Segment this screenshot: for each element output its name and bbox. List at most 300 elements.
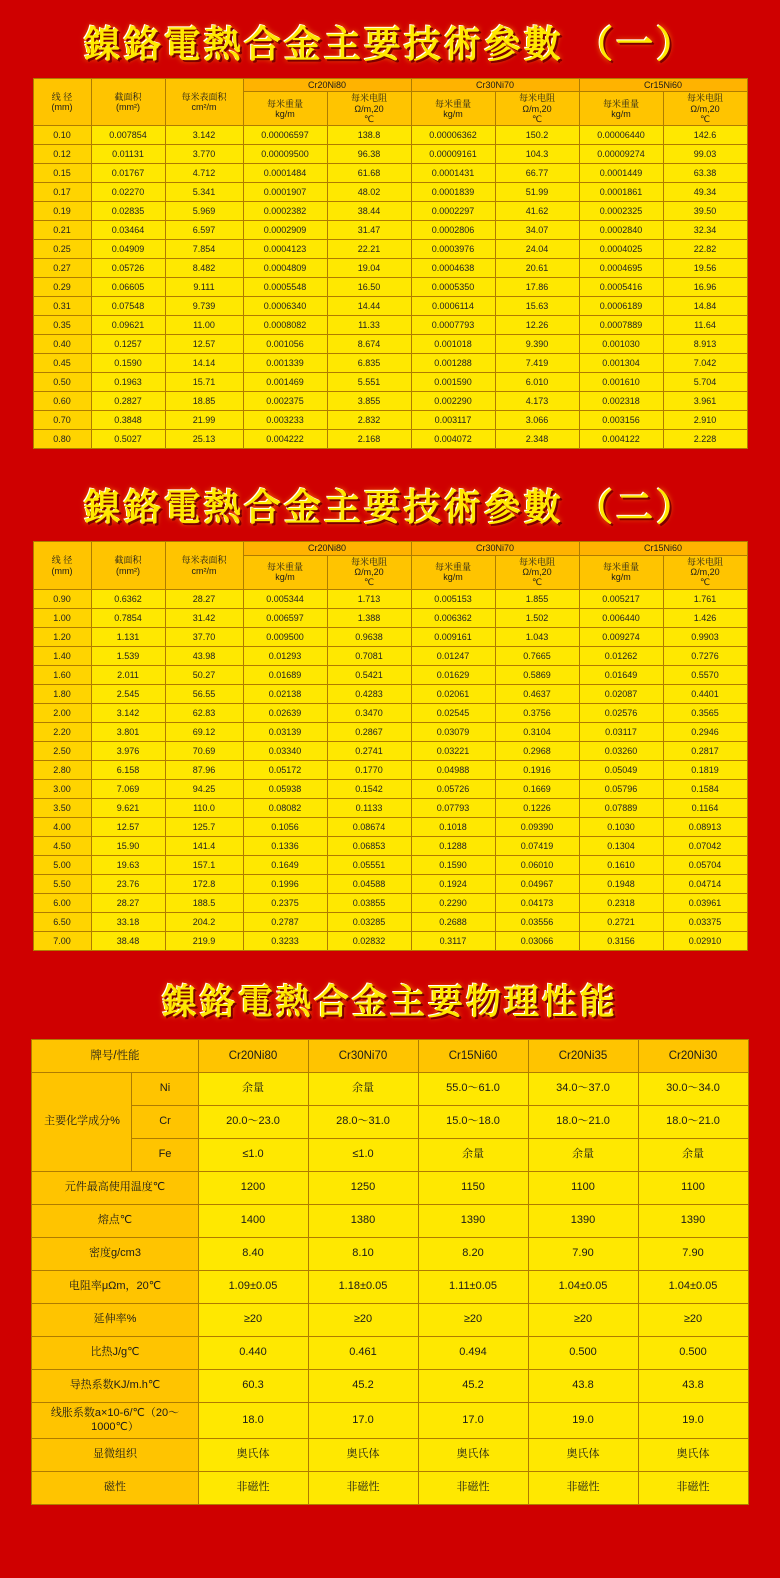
- table-cell: 0.03139: [243, 722, 327, 741]
- table-row: [33, 145, 747, 164]
- cell-wire-diameter: 2.50: [33, 741, 91, 760]
- table-cell: 0.01629: [411, 665, 495, 684]
- cell-wire-diameter: 4.00: [33, 817, 91, 836]
- header-resistance-3: 每米电阻 Ω/m,20 ℃: [663, 92, 747, 126]
- table-cell: 0.006440: [579, 608, 663, 627]
- table-cell: 0.7276: [663, 646, 747, 665]
- table-cell: 0.1610: [579, 855, 663, 874]
- row-label: 磁性: [32, 1472, 198, 1505]
- table-cell: 0.0002909: [243, 221, 327, 240]
- cell-wire-diameter: 3.50: [33, 798, 91, 817]
- table-row: [33, 297, 747, 316]
- table-cell: 0.9903: [663, 627, 747, 646]
- cell-wire-diameter: 1.60: [33, 665, 91, 684]
- table-cell: 1.713: [327, 589, 411, 608]
- table-cell: 余量: [198, 1072, 308, 1105]
- table-cell: 15.71: [165, 373, 243, 392]
- table-cell: 41.62: [495, 202, 579, 221]
- table-cell: 0.04588: [327, 874, 411, 893]
- table-row: [33, 373, 747, 392]
- table2-body: [33, 589, 747, 950]
- table-cell: 0.02639: [243, 703, 327, 722]
- table-cell: 31.47: [327, 221, 411, 240]
- table-cell: 奥氏体: [418, 1439, 528, 1472]
- header-resistance-1: 每米电阻 Ω/m,20 ℃: [327, 555, 411, 589]
- table-cell: ≤1.0: [198, 1138, 308, 1171]
- cell-wire-diameter: 0.29: [33, 278, 91, 297]
- table-cell: 0.05796: [579, 779, 663, 798]
- row-label: 延伸率%: [32, 1303, 198, 1336]
- table-cell: 0.01649: [579, 665, 663, 684]
- table-cell: 0.03340: [243, 741, 327, 760]
- table-cell: 0.0007889: [579, 316, 663, 335]
- table-cell: 0.002318: [579, 392, 663, 411]
- header-alloy-cr30ni70: Cr30Ni70: [308, 1039, 418, 1072]
- table-cell: 1100: [638, 1171, 748, 1204]
- table-cell: 0.0004809: [243, 259, 327, 278]
- table-cell: 0.1542: [327, 779, 411, 798]
- table-cell: 15.63: [495, 297, 579, 316]
- cell-wire-diameter: 2.20: [33, 722, 91, 741]
- table-cell: 12.26: [495, 316, 579, 335]
- table-cell: ≥20: [638, 1303, 748, 1336]
- table-cell: 0.02545: [411, 703, 495, 722]
- table-cell: 0.0005416: [579, 278, 663, 297]
- header-alloy-cr20ni80: Cr20Ni80: [243, 542, 411, 555]
- table-cell: 0.1649: [243, 855, 327, 874]
- table-cell: 172.8: [165, 874, 243, 893]
- table-cell: 余量: [418, 1138, 528, 1171]
- table-cell: 0.3104: [495, 722, 579, 741]
- table-cell: 0.5027: [91, 430, 165, 449]
- table-cell: 0.07548: [91, 297, 165, 316]
- row-label: 显微组织: [32, 1439, 198, 1472]
- table-cell: 17.0: [308, 1402, 418, 1439]
- table-row: [33, 722, 747, 741]
- table-cell: 141.4: [165, 836, 243, 855]
- cell-wire-diameter: 5.00: [33, 855, 91, 874]
- table-cell: 3.066: [495, 411, 579, 430]
- table-cell: 0.001339: [243, 354, 327, 373]
- table-cell: 219.9: [165, 931, 243, 950]
- table-cell: 0.05726: [411, 779, 495, 798]
- header-surface-area: 每米表面积 cm²/m: [165, 542, 243, 589]
- table-cell: 0.1770: [327, 760, 411, 779]
- table-row: [33, 608, 747, 627]
- table-cell: 余量: [308, 1072, 418, 1105]
- table-cell: 0.07419: [495, 836, 579, 855]
- table-row: [33, 164, 747, 183]
- table-cell: 16.96: [663, 278, 747, 297]
- table-cell: 0.5421: [327, 665, 411, 684]
- table-cell: 11.64: [663, 316, 747, 335]
- table-cell: 0.04967: [495, 874, 579, 893]
- table-row: [33, 202, 747, 221]
- table-cell: 1250: [308, 1171, 418, 1204]
- table-cell: 0.0005350: [411, 278, 495, 297]
- table-cell: 0.0002325: [579, 202, 663, 221]
- table-cell: 0.2946: [663, 722, 747, 741]
- table-cell: 0.003233: [243, 411, 327, 430]
- table-cell: 34.0～37.0: [528, 1072, 638, 1105]
- table-cell: 0.009274: [579, 627, 663, 646]
- header-alloy-cr30ni70: Cr30Ni70: [411, 79, 579, 92]
- table-cell: 25.13: [165, 430, 243, 449]
- header-alloy-cr15ni60: Cr15Ni60: [579, 542, 747, 555]
- cell-wire-diameter: 0.80: [33, 430, 91, 449]
- table-cell: 0.03375: [663, 912, 747, 931]
- table-cell: 45.2: [418, 1369, 528, 1402]
- table-cell: 11.00: [165, 316, 243, 335]
- table-row: [33, 798, 747, 817]
- table-cell: 0.001590: [411, 373, 495, 392]
- table-cell: 70.69: [165, 741, 243, 760]
- table-cell: 奥氏体: [638, 1439, 748, 1472]
- table-cell: 1.761: [663, 589, 747, 608]
- table-cell: 9.390: [495, 335, 579, 354]
- table-row: [33, 741, 747, 760]
- table-cell: 14.14: [165, 354, 243, 373]
- table-cell: 8.913: [663, 335, 747, 354]
- cell-wire-diameter: 6.00: [33, 893, 91, 912]
- table-cell: 0.0001484: [243, 164, 327, 183]
- table-cell: 8.674: [327, 335, 411, 354]
- table-cell: 9.621: [91, 798, 165, 817]
- table-cell: 0.06010: [495, 855, 579, 874]
- table-cell: 1.09±0.05: [198, 1270, 308, 1303]
- header-wire-diameter: 线 径 (mm): [33, 542, 91, 589]
- table-cell: 39.50: [663, 202, 747, 221]
- row-label: 元件最高使用温度℃: [32, 1171, 198, 1204]
- table-cell: 63.38: [663, 164, 747, 183]
- table-cell: 19.0: [638, 1402, 748, 1439]
- table-cell: 0.4283: [327, 684, 411, 703]
- cell-wire-diameter: 0.15: [33, 164, 91, 183]
- table-cell: 0.009500: [243, 627, 327, 646]
- cell-wire-diameter: 0.40: [33, 335, 91, 354]
- table-cell: 0.007854: [91, 126, 165, 145]
- row-label: 导热系数KJ/m.h℃: [32, 1369, 198, 1402]
- header-section-area: 截面积 (mm²): [91, 79, 165, 126]
- table-cell: 非磁性: [528, 1472, 638, 1505]
- header-grade-property: 牌号/性能: [32, 1039, 198, 1072]
- table-cell: 0.03221: [411, 741, 495, 760]
- table-row: [33, 589, 747, 608]
- table-cell: 0.5869: [495, 665, 579, 684]
- table-cell: 2.348: [495, 430, 579, 449]
- header-weight-1: 每米重量 kg/m: [243, 92, 327, 126]
- table-cell: 1.855: [495, 589, 579, 608]
- table-cell: 0.0002297: [411, 202, 495, 221]
- table-cell: 9.739: [165, 297, 243, 316]
- page-title-3: 鎳鉻電熱合金主要物理性能: [161, 982, 618, 1022]
- cell-wire-diameter: 3.00: [33, 779, 91, 798]
- cell-wire-diameter: 7.00: [33, 931, 91, 950]
- table-cell: 0.2867: [327, 722, 411, 741]
- table-cell: 204.2: [165, 912, 243, 931]
- table-cell: 0.440: [198, 1336, 308, 1369]
- table-cell: 1390: [418, 1204, 528, 1237]
- table-row: [33, 912, 747, 931]
- table-cell: 0.04909: [91, 240, 165, 259]
- table-cell: 7.419: [495, 354, 579, 373]
- cell-wire-diameter: 0.90: [33, 589, 91, 608]
- table-cell: 0.3470: [327, 703, 411, 722]
- table-cell: 0.02138: [243, 684, 327, 703]
- table-cell: 0.494: [418, 1336, 528, 1369]
- table-cell: 33.18: [91, 912, 165, 931]
- row-label: 熔点℃: [32, 1204, 198, 1237]
- table-row: [33, 703, 747, 722]
- table-cell: 0.6362: [91, 589, 165, 608]
- table-cell: 0.500: [528, 1336, 638, 1369]
- table-cell: 1.388: [327, 608, 411, 627]
- table-row: [32, 1303, 748, 1336]
- table-cell: 0.2817: [663, 741, 747, 760]
- table-cell: 0.1669: [495, 779, 579, 798]
- table-cell: 3.961: [663, 392, 747, 411]
- table-cell: 0.7081: [327, 646, 411, 665]
- table-cell: 69.12: [165, 722, 243, 741]
- table-cell: 23.76: [91, 874, 165, 893]
- table-cell: 14.44: [327, 297, 411, 316]
- table-row: [32, 1105, 748, 1138]
- table-cell: 3.976: [91, 741, 165, 760]
- table3-body: [32, 1039, 748, 1505]
- table-cell: 0.04988: [411, 760, 495, 779]
- table-cell: 45.2: [308, 1369, 418, 1402]
- header-alloy-cr15ni60: Cr15Ni60: [418, 1039, 528, 1072]
- table-cell: 0.02270: [91, 183, 165, 202]
- table-cell: 8.40: [198, 1237, 308, 1270]
- table-row: [32, 1336, 748, 1369]
- cell-wire-diameter: 0.27: [33, 259, 91, 278]
- table-cell: 0.1056: [243, 817, 327, 836]
- table-cell: 0.2688: [411, 912, 495, 931]
- table-row: [33, 836, 747, 855]
- header-weight-2: 每米重量 kg/m: [411, 92, 495, 126]
- table-cell: 2.011: [91, 665, 165, 684]
- table-row: [33, 760, 747, 779]
- table-cell: 19.56: [663, 259, 747, 278]
- table-cell: 0.0002806: [411, 221, 495, 240]
- table-cell: 0.2721: [579, 912, 663, 931]
- cell-wire-diameter: 0.12: [33, 145, 91, 164]
- table-cell: 0.03079: [411, 722, 495, 741]
- table-row: [33, 278, 747, 297]
- table-row: [32, 1270, 748, 1303]
- table-row: [32, 1369, 748, 1402]
- table-cell: 3.855: [327, 392, 411, 411]
- table-cell: 0.0001839: [411, 183, 495, 202]
- table-row: [33, 874, 747, 893]
- table-cell: 0.1924: [411, 874, 495, 893]
- table-cell: 12.57: [165, 335, 243, 354]
- table-cell: 0.1996: [243, 874, 327, 893]
- table-cell: 0.0001449: [579, 164, 663, 183]
- table-cell: 0.02910: [663, 931, 747, 950]
- table-cell: 0.001056: [243, 335, 327, 354]
- header-weight-3: 每米重量 kg/m: [579, 92, 663, 126]
- table-cell: 1400: [198, 1204, 308, 1237]
- table-row: [33, 931, 747, 950]
- table-cell: 0.005153: [411, 589, 495, 608]
- table-cell: 3.142: [165, 126, 243, 145]
- table-cell: 非磁性: [308, 1472, 418, 1505]
- table-cell: 43.8: [528, 1369, 638, 1402]
- table-row: [33, 893, 747, 912]
- table-row: [32, 1138, 748, 1171]
- table-row: [33, 392, 747, 411]
- table-row: [33, 240, 747, 259]
- table-cell: 0.004072: [411, 430, 495, 449]
- cell-wire-diameter: 4.50: [33, 836, 91, 855]
- table-cell: 0.003156: [579, 411, 663, 430]
- table-cell: 0.0008082: [243, 316, 327, 335]
- table-cell: 28.27: [165, 589, 243, 608]
- table-cell: 31.42: [165, 608, 243, 627]
- table-cell: 0.03464: [91, 221, 165, 240]
- table-cell: 3.142: [91, 703, 165, 722]
- table-cell: 3.770: [165, 145, 243, 164]
- table-cell: 22.21: [327, 240, 411, 259]
- table-cell: 56.55: [165, 684, 243, 703]
- table-cell: 104.3: [495, 145, 579, 164]
- row-label-element-cr: Cr: [132, 1105, 198, 1138]
- table-cell: 0.05172: [243, 760, 327, 779]
- table-cell: 1390: [638, 1204, 748, 1237]
- table-cell: 0.09390: [495, 817, 579, 836]
- page-title-2: 鎳鉻電熱合金主要技術參數 （二）: [83, 488, 697, 530]
- table-cell: 0.0006114: [411, 297, 495, 316]
- table-cell: 9.111: [165, 278, 243, 297]
- table-cell: 0.03066: [495, 931, 579, 950]
- header-weight-1: 每米重量 kg/m: [243, 555, 327, 589]
- table-cell: 0.9638: [327, 627, 411, 646]
- header-alloy-cr15ni60: Cr15Ni60: [579, 79, 747, 92]
- table-cell: 142.6: [663, 126, 747, 145]
- header-resistance-2: 每米电阻 Ω/m,20 ℃: [495, 555, 579, 589]
- table-cell: 0.009161: [411, 627, 495, 646]
- table-cell: 0.0006189: [579, 297, 663, 316]
- tech-params-table-1: [33, 78, 748, 449]
- table-cell: 1.502: [495, 608, 579, 627]
- table-cell: 48.02: [327, 183, 411, 202]
- table-cell: 18.0: [198, 1402, 308, 1439]
- table1-body: [33, 126, 747, 449]
- table-cell: 0.04173: [495, 893, 579, 912]
- table-cell: 0.06853: [327, 836, 411, 855]
- table-cell: 0.7665: [495, 646, 579, 665]
- table-cell: 0.0001861: [579, 183, 663, 202]
- table-cell: 非磁性: [418, 1472, 528, 1505]
- table-cell: 0.1948: [579, 874, 663, 893]
- table-cell: 0.03961: [663, 893, 747, 912]
- table-cell: 0.4401: [663, 684, 747, 703]
- table-cell: 0.3117: [411, 931, 495, 950]
- header-alloy-cr20ni80: Cr20Ni80: [243, 79, 411, 92]
- table-cell: 0.06605: [91, 278, 165, 297]
- table-row: [32, 1237, 748, 1270]
- tech-params-table-2: [33, 541, 748, 950]
- table-cell: 61.68: [327, 164, 411, 183]
- table-row: [32, 1439, 748, 1472]
- table-cell: 0.1288: [411, 836, 495, 855]
- table-cell: 0.2375: [243, 893, 327, 912]
- table-cell: 2.168: [327, 430, 411, 449]
- cell-wire-diameter: 0.17: [33, 183, 91, 202]
- table-cell: 5.969: [165, 202, 243, 221]
- table-cell: 38.44: [327, 202, 411, 221]
- table-cell: 0.2318: [579, 893, 663, 912]
- table-cell: 0.00006597: [243, 126, 327, 145]
- table-cell: 43.98: [165, 646, 243, 665]
- table-cell: 0.0004123: [243, 240, 327, 259]
- table-cell: 62.83: [165, 703, 243, 722]
- table-cell: 0.05049: [579, 760, 663, 779]
- table-cell: 51.99: [495, 183, 579, 202]
- table-cell: 22.82: [663, 240, 747, 259]
- table-cell: 43.8: [638, 1369, 748, 1402]
- table-cell: 0.0004695: [579, 259, 663, 278]
- table-cell: 0.001610: [579, 373, 663, 392]
- table-cell: 0.0002840: [579, 221, 663, 240]
- table-row: [33, 411, 747, 430]
- table-cell: 0.0005548: [243, 278, 327, 297]
- header-alloy-cr30ni70: Cr30Ni70: [411, 542, 579, 555]
- table-cell: 20.61: [495, 259, 579, 278]
- table-cell: 余量: [528, 1138, 638, 1171]
- cell-wire-diameter: 5.50: [33, 874, 91, 893]
- table-cell: 18.85: [165, 392, 243, 411]
- table-cell: 0.05704: [663, 855, 747, 874]
- table-cell: 32.34: [663, 221, 747, 240]
- table-cell: 15.0～18.0: [418, 1105, 528, 1138]
- table-cell: 1.04±0.05: [528, 1270, 638, 1303]
- table-cell: 0.004222: [243, 430, 327, 449]
- table-cell: 19.63: [91, 855, 165, 874]
- table-cell: ≥20: [308, 1303, 418, 1336]
- table-cell: 4.173: [495, 392, 579, 411]
- table-cell: 奥氏体: [198, 1439, 308, 1472]
- table-cell: 6.835: [327, 354, 411, 373]
- table-cell: 50.27: [165, 665, 243, 684]
- cell-wire-diameter: 1.40: [33, 646, 91, 665]
- table-cell: 0.07042: [663, 836, 747, 855]
- page-title-1: 鎳鉻電熱合金主要技術參數 （一）: [83, 25, 697, 66]
- table-cell: 0.2787: [243, 912, 327, 931]
- header-alloy-cr20ni35: Cr20Ni35: [528, 1039, 638, 1072]
- table-header-row: [32, 1039, 748, 1072]
- table-row: [33, 316, 747, 335]
- table-cell: 0.1304: [579, 836, 663, 855]
- table-cell: 0.2290: [411, 893, 495, 912]
- table-cell: 0.1590: [411, 855, 495, 874]
- table-cell: 0.05726: [91, 259, 165, 278]
- table-cell: 24.04: [495, 240, 579, 259]
- table-row: [33, 335, 747, 354]
- table-cell: 2.545: [91, 684, 165, 703]
- table-cell: 11.33: [327, 316, 411, 335]
- table-cell: 5.341: [165, 183, 243, 202]
- table-cell: 0.006362: [411, 608, 495, 627]
- table-cell: 0.02576: [579, 703, 663, 722]
- row-label: 密度g/cm3: [32, 1237, 198, 1270]
- table-cell: 0.500: [638, 1336, 748, 1369]
- table-cell: 0.1164: [663, 798, 747, 817]
- table-cell: 5.551: [327, 373, 411, 392]
- table-cell: 非磁性: [638, 1472, 748, 1505]
